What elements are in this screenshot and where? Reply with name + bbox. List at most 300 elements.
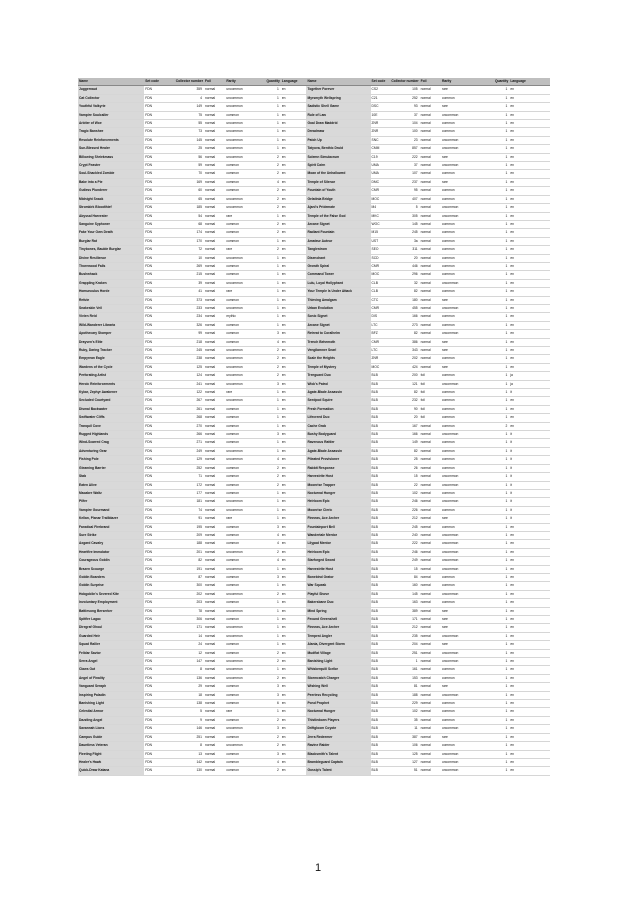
rarity-cell: uncommon — [441, 431, 479, 439]
card-name-cell: Sanguine Syphoner — [78, 220, 144, 228]
table-row — [78, 540, 550, 548]
collector-number-cell: 181 — [161, 498, 204, 506]
collector-number-cell: 130 — [161, 767, 204, 775]
card-name-cell: Ravine Raider — [306, 742, 370, 750]
quantity-cell: 1 — [257, 94, 280, 102]
quantity-cell: 1 — [257, 616, 280, 624]
table-row — [78, 246, 550, 254]
card-name-cell: Goblin Surprise — [78, 582, 144, 590]
collector-number-cell: 266 — [161, 431, 204, 439]
rarity-cell: common — [225, 162, 257, 170]
set-code-cell: FDN — [144, 758, 161, 766]
card-name-cell: Kykar, Zephyr Awakener — [78, 389, 144, 397]
collector-number-cell: 185 — [161, 204, 204, 212]
table-row — [78, 666, 550, 674]
set-code-cell: ZNR — [371, 355, 390, 363]
foil-cell: normal — [204, 111, 225, 119]
set-code-cell: BLB — [371, 414, 390, 422]
card-name-cell: Fountain of Youth — [306, 187, 370, 195]
set-code-cell: BLB — [371, 742, 390, 750]
set-code-cell: FDN — [144, 481, 161, 489]
card-name-cell: Gleaming Barrier — [78, 464, 144, 472]
card-name-cell: Blacksmith's Talent — [306, 750, 370, 758]
rarity-cell: common — [225, 422, 257, 430]
quantity-cell: 2 — [257, 246, 280, 254]
quantity-cell: 1 — [479, 347, 509, 355]
quantity-cell: 2 — [257, 372, 280, 380]
card-name-cell: Arcane Signet — [306, 220, 370, 228]
language-cell: en — [281, 733, 307, 741]
rarity-cell: common — [441, 708, 479, 716]
card-name-cell: Rabbit Response — [306, 464, 370, 472]
quantity-cell: 1 — [479, 767, 509, 775]
rarity-cell: common — [441, 397, 479, 405]
foil-cell: normal — [204, 162, 225, 170]
column-header: Quantity — [257, 78, 280, 86]
collector-number-cell: 387 — [390, 733, 420, 741]
set-code-cell: BLB — [371, 405, 390, 413]
set-code-cell: BLB — [371, 540, 390, 548]
foil-cell: normal — [420, 170, 441, 178]
set-code-cell: BLB — [371, 758, 390, 766]
language-cell: en — [281, 658, 307, 666]
table-row — [78, 262, 550, 270]
rarity-cell: common — [225, 489, 257, 497]
collector-number-cell: 229 — [390, 700, 420, 708]
foil-cell: normal — [204, 531, 225, 539]
card-name-cell: Wild-Wanderer Libraria — [78, 321, 144, 329]
set-code-cell: BLB — [371, 666, 390, 674]
card-name-cell: Peerless Recycling — [306, 691, 370, 699]
set-code-cell: BLB — [371, 733, 390, 741]
collector-number-cell: 251 — [161, 733, 204, 741]
card-name-cell: Tragic Banshee — [78, 128, 144, 136]
set-code-cell: C21 — [371, 94, 390, 102]
table-row — [78, 120, 550, 128]
card-name-cell: Homunculus Horde — [78, 288, 144, 296]
card-name-cell: Sure Strike — [78, 531, 144, 539]
set-code-cell: BLB — [371, 557, 390, 565]
set-code-cell: BLB — [371, 380, 390, 388]
quantity-cell: 1 — [479, 674, 509, 682]
card-name-cell: Billowing Shriekmass — [78, 153, 144, 161]
rarity-cell: uncommon — [225, 372, 257, 380]
set-code-cell: BLB — [371, 506, 390, 514]
language-cell: en — [281, 624, 307, 632]
foil-cell: normal — [204, 262, 225, 270]
set-code-cell: DSC — [371, 103, 390, 111]
table-row — [78, 397, 550, 405]
language-cell: en — [509, 733, 550, 741]
quantity-cell: 1 — [479, 725, 509, 733]
card-name-cell: Moan of the Unhallowed — [306, 170, 370, 178]
set-code-cell: UST — [371, 237, 390, 245]
collector-number-cell: 23 — [390, 136, 420, 144]
foil-cell: normal — [204, 321, 225, 329]
language-cell: it — [509, 447, 550, 455]
foil-cell: normal — [204, 691, 225, 699]
inventory-sheet — [78, 78, 550, 776]
card-name-cell: Thieving Amalgam — [306, 296, 370, 304]
collector-number-cell: 70 — [161, 170, 204, 178]
card-name-cell: Urban Evolution — [306, 304, 370, 312]
language-cell: en — [281, 489, 307, 497]
foil-cell: normal — [420, 590, 441, 598]
set-code-cell: BLB — [371, 590, 390, 598]
rarity-cell: common — [225, 178, 257, 186]
quantity-cell: 1 — [257, 288, 280, 296]
quantity-cell: 1 — [479, 397, 509, 405]
collector-number-cell: 235 — [390, 632, 420, 640]
foil-cell: normal — [420, 464, 441, 472]
quantity-cell: 1 — [257, 212, 280, 220]
set-code-cell: FDN — [144, 658, 161, 666]
foil-cell: normal — [420, 288, 441, 296]
language-cell: en — [509, 347, 550, 355]
collector-number-cell: 72 — [161, 246, 204, 254]
language-cell: en — [281, 716, 307, 724]
rarity-cell: rare — [441, 607, 479, 615]
rarity-cell: common — [225, 439, 257, 447]
rarity-cell: uncommon — [225, 204, 257, 212]
quantity-cell: 1 — [479, 565, 509, 573]
collector-number-cell: 203 — [161, 599, 204, 607]
page-number: 1 — [314, 862, 322, 874]
table-row — [78, 725, 550, 733]
language-cell: en — [281, 128, 307, 136]
rarity-cell: uncommon — [441, 136, 479, 144]
foil-cell: normal — [420, 624, 441, 632]
rarity-cell: uncommon — [225, 103, 257, 111]
set-code-cell: FDN — [144, 347, 161, 355]
collector-number-cell: 136 — [161, 674, 204, 682]
foil-cell: normal — [204, 246, 225, 254]
set-code-cell: BLB — [371, 447, 390, 455]
quantity-cell: 1 — [479, 128, 509, 136]
set-code-cell: M15 — [371, 229, 390, 237]
language-cell: en — [281, 515, 307, 523]
set-code-cell: BLB — [371, 582, 390, 590]
collector-number-cell: 147 — [161, 658, 204, 666]
foil-cell: normal — [204, 456, 225, 464]
set-code-cell: FDN — [144, 246, 161, 254]
foil-cell: normal — [420, 573, 441, 581]
card-name-cell: Stormcatch Charger — [306, 674, 370, 682]
table-row — [78, 515, 550, 523]
collector-number-cell: 82 — [390, 447, 420, 455]
rarity-cell: common — [441, 246, 479, 254]
set-code-cell: C19 — [371, 153, 390, 161]
foil-cell: normal — [420, 489, 441, 497]
rarity-cell: uncommon — [225, 145, 257, 153]
language-cell: en — [281, 607, 307, 615]
card-name-cell: Vivien Reid — [78, 313, 144, 321]
quantity-cell: 1 — [257, 136, 280, 144]
table-row — [78, 632, 550, 640]
set-code-cell: CS2 — [371, 86, 390, 94]
foil-cell: normal — [420, 599, 441, 607]
foil-cell: normal — [204, 641, 225, 649]
quantity-cell: 1 — [479, 338, 509, 346]
language-cell: en — [281, 162, 307, 170]
language-cell: en — [281, 691, 307, 699]
foil-cell: normal — [204, 708, 225, 716]
set-code-cell: BLB — [371, 489, 390, 497]
card-name-cell: Angel of Finality — [78, 674, 144, 682]
quantity-cell: 1 — [479, 447, 509, 455]
collector-number-cell: 75 — [161, 111, 204, 119]
card-name-cell: Stab — [78, 473, 144, 481]
set-code-cell: FDN — [144, 439, 161, 447]
quantity-cell: 1 — [479, 355, 509, 363]
quantity-cell: 1 — [257, 439, 280, 447]
collector-number-cell: 386 — [390, 338, 420, 346]
rarity-cell: uncommon — [441, 548, 479, 556]
table-row — [78, 456, 550, 464]
set-code-cell: CMM — [371, 145, 390, 153]
quantity-cell: 3 — [257, 330, 280, 338]
rarity-cell: rare — [225, 515, 257, 523]
language-cell: en — [509, 170, 550, 178]
language-cell: en — [509, 708, 550, 716]
foil-cell: normal — [420, 162, 441, 170]
set-code-cell: BLB — [371, 658, 390, 666]
set-code-cell: CLB — [371, 288, 390, 296]
collector-number-cell: 166 — [390, 313, 420, 321]
table-row — [78, 279, 550, 287]
foil-cell: normal — [204, 229, 225, 237]
card-name-cell: Axgard Cavalry — [78, 540, 144, 548]
quantity-cell: 2 — [257, 195, 280, 203]
quantity-cell: 1 — [479, 246, 509, 254]
set-code-cell: FDN — [144, 523, 161, 531]
foil-cell: normal — [204, 439, 225, 447]
card-name-cell: Pond Prophet — [306, 700, 370, 708]
collector-number-cell: 145 — [390, 590, 420, 598]
rarity-cell: uncommon — [441, 111, 479, 119]
set-code-cell: BLB — [371, 431, 390, 439]
card-name-cell: Vampire Gourmand — [78, 506, 144, 514]
language-cell: en — [281, 187, 307, 195]
set-code-cell: FDN — [144, 355, 161, 363]
foil-cell: normal — [204, 120, 225, 128]
collector-number-cell: 326 — [161, 321, 204, 329]
set-code-cell: BLB — [371, 641, 390, 649]
rarity-cell: common — [225, 262, 257, 270]
card-name-cell: Fecund Greenshell — [306, 616, 370, 624]
collector-number-cell: 74 — [161, 506, 204, 514]
set-code-cell: FDN — [144, 145, 161, 153]
rarity-cell: common — [441, 666, 479, 674]
quantity-cell: 1 — [479, 750, 509, 758]
card-name-cell: Ajani's Pridemate — [306, 204, 370, 212]
foil-cell: normal — [420, 582, 441, 590]
collector-number-cell: 218 — [161, 338, 204, 346]
set-code-cell: BLB — [371, 767, 390, 775]
quantity-cell: 1 — [479, 716, 509, 724]
foil-cell: normal — [204, 347, 225, 355]
card-name-cell: Ruby, Daring Tracker — [78, 347, 144, 355]
card-name-cell: Radiant Fountain — [306, 229, 370, 237]
collector-number-cell: 18 — [161, 691, 204, 699]
card-name-cell: Soul-Shackled Zombie — [78, 170, 144, 178]
rarity-cell: common — [225, 531, 257, 539]
foil-cell: normal — [204, 683, 225, 691]
rarity-cell: common — [441, 271, 479, 279]
rarity-cell: uncommon — [225, 725, 257, 733]
card-name-cell: Tinybones, Bauble Burglar — [78, 246, 144, 254]
rarity-cell: common — [225, 296, 257, 304]
rarity-cell: uncommon — [441, 649, 479, 657]
set-code-cell: BLB — [371, 700, 390, 708]
set-code-cell: FDN — [144, 447, 161, 455]
language-cell: en — [281, 271, 307, 279]
card-name-cell: Inspiring Paladin — [78, 691, 144, 699]
rarity-cell: common — [225, 557, 257, 565]
language-cell: en — [509, 565, 550, 573]
card-name-cell: Celestial Armor — [78, 708, 144, 716]
collector-number-cell: 95 — [390, 187, 420, 195]
foil-cell: foil — [420, 372, 441, 380]
collector-number-cell: 252 — [161, 464, 204, 472]
card-name-cell: Refute — [78, 296, 144, 304]
set-code-cell: FDN — [144, 607, 161, 615]
collector-number-cell: 149 — [390, 439, 420, 447]
card-name-cell: Macabre Waltz — [78, 489, 144, 497]
collector-number-cell: 51 — [390, 767, 420, 775]
collector-number-cell: 54 — [161, 212, 204, 220]
table-row — [78, 733, 550, 741]
rarity-cell: common — [441, 716, 479, 724]
table-row — [78, 691, 550, 699]
set-code-cell: FDN — [144, 212, 161, 220]
collector-number-cell: 215 — [161, 271, 204, 279]
rarity-cell: uncommon — [225, 86, 257, 94]
rarity-cell: common — [225, 716, 257, 724]
collector-number-cell: 222 — [390, 153, 420, 161]
quantity-cell: 1 — [479, 473, 509, 481]
set-code-cell: BFZ — [371, 330, 390, 338]
rarity-cell: common — [441, 573, 479, 581]
foil-cell: normal — [420, 220, 441, 228]
language-cell: en — [281, 447, 307, 455]
foil-cell: normal — [420, 649, 441, 657]
table-row — [78, 658, 550, 666]
set-code-cell: FDN — [144, 649, 161, 657]
collector-number-cell: 204 — [390, 641, 420, 649]
language-cell: en — [281, 523, 307, 531]
foil-cell: normal — [204, 548, 225, 556]
language-cell: en — [281, 330, 307, 338]
language-cell: en — [281, 742, 307, 750]
collector-number-cell: 104 — [390, 120, 420, 128]
foil-cell: normal — [420, 338, 441, 346]
language-cell: ja — [509, 372, 550, 380]
card-name-cell: Fanatical Firebrand — [78, 523, 144, 531]
quantity-cell: 1 — [479, 321, 509, 329]
rarity-cell: common — [225, 464, 257, 472]
card-name-cell: Nocturnal Hunger — [306, 708, 370, 716]
rarity-cell: common — [441, 229, 479, 237]
rarity-cell: uncommon — [441, 279, 479, 287]
foil-cell: normal — [204, 338, 225, 346]
set-code-cell: FDN — [144, 296, 161, 304]
table-row — [78, 136, 550, 144]
language-cell: en — [281, 229, 307, 237]
rarity-cell: uncommon — [441, 750, 479, 758]
foil-cell: normal — [420, 246, 441, 254]
quantity-cell: 2 — [479, 422, 509, 430]
set-code-cell: FDN — [144, 330, 161, 338]
language-cell: en — [281, 439, 307, 447]
foil-cell: normal — [204, 489, 225, 497]
foil-cell: normal — [204, 557, 225, 565]
rarity-cell: common — [441, 120, 479, 128]
rarity-cell: common — [441, 187, 479, 195]
rarity-cell: common — [441, 464, 479, 472]
quantity-cell: 1 — [479, 389, 509, 397]
foil-cell: normal — [204, 599, 225, 607]
quantity-cell: 4 — [257, 178, 280, 186]
card-name-cell: Heroic Reinforcements — [78, 380, 144, 388]
collector-number-cell: 172 — [161, 481, 204, 489]
table-row — [78, 523, 550, 531]
card-name-cell: Arcane Signet — [306, 321, 370, 329]
language-cell: en — [509, 540, 550, 548]
collector-number-cell: 241 — [161, 380, 204, 388]
language-cell: en — [281, 288, 307, 296]
rarity-cell: uncommon — [225, 506, 257, 514]
language-cell: en — [509, 725, 550, 733]
quantity-cell: 1 — [479, 279, 509, 287]
language-cell: en — [509, 716, 550, 724]
rarity-cell: common — [441, 674, 479, 682]
set-code-cell: CMR — [371, 187, 390, 195]
language-cell: en — [509, 414, 550, 422]
foil-cell: normal — [204, 254, 225, 262]
foil-cell: normal — [204, 649, 225, 657]
card-name-cell: Eaten Alive — [78, 481, 144, 489]
collector-number-cell: 188 — [161, 540, 204, 548]
collector-number-cell: 121 — [390, 380, 420, 388]
rarity-cell: common — [441, 237, 479, 245]
foil-cell: normal — [420, 750, 441, 758]
card-name-cell: Vampire Soulcaller — [78, 111, 144, 119]
foil-cell: normal — [420, 422, 441, 430]
quantity-cell: 1 — [479, 380, 509, 388]
table-row — [78, 481, 550, 489]
foil-cell: normal — [204, 540, 225, 548]
quantity-cell: 1 — [479, 178, 509, 186]
quantity-cell: 1 — [479, 439, 509, 447]
set-code-cell: BLB — [371, 750, 390, 758]
card-name-cell: Your Temple Is Under Attack — [306, 288, 370, 296]
set-code-cell: FDN — [144, 279, 161, 287]
card-name-cell: Bushy Bodyguard — [306, 431, 370, 439]
foil-cell: normal — [420, 111, 441, 119]
rarity-cell: uncommon — [225, 498, 257, 506]
quantity-cell: 2 — [257, 481, 280, 489]
collector-number-cell: 209 — [161, 531, 204, 539]
language-cell: en — [509, 573, 550, 581]
set-code-cell: FDN — [144, 405, 161, 413]
language-cell: en — [281, 338, 307, 346]
table-row — [78, 557, 550, 565]
foil-cell: normal — [420, 548, 441, 556]
table-row — [78, 473, 550, 481]
quantity-cell: 1 — [479, 414, 509, 422]
set-code-cell: BLB — [371, 573, 390, 581]
